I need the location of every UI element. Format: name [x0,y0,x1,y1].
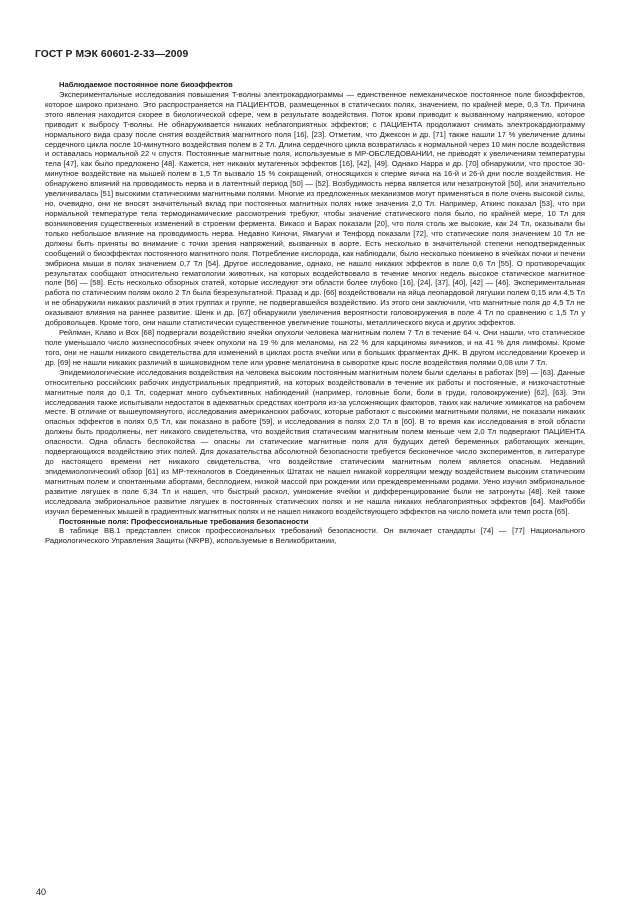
section-heading: Постоянные поля: Профессиональные требования безопасности [59,516,309,526]
standard-header: ГОСТ Р МЭК 60601-2-33—2009 [35,49,189,60]
paragraph: Рейлман, Клаво и Вох [68] подвергали воздействию ячейки опухоли человека магнитным полем 7 Тл в течение 64 ч. Они нашли, что статическое поле уменьшало число жизнеспособных ячеек опухоли на 19 % для меланомы, на 22 % для карциномы яичников, и на 41 % для лимфомы. Кроме того, они не нашли никакого свидетельства для изменений в циклах роста ячейки или в больших фрагментах ДНК. В другом исследовании Кроекер и др. [69] не нашли никаких различий в шишковидном теле или уровне мелатонина в сыворотке крыс после воздействия полями 0,08 или 7 Тл. [45,328,585,367]
body-text [45,80,585,546]
paragraph: В таблице ВВ.1 представлен список профессиональных требований безопасности. Он включает стандарты [74] — [77] Национального Радиологического Управления Защиты (NRPB), используемые в Великобритании, [45,526,585,546]
page-number: 40 [36,887,47,897]
paragraph: Эпидемиологические исследования воздействия на человека высоким постоянным магнитным полем были сделаны в работах [59] — [63]. Данные относительно российских рабочих индустриальных предприятий, на которых воздействовали в течение их работы и постоянные, и низкочастотные магнитные поля до 0,1 Тл, содержат много субъективных наблюдений (например, головные боли, боли в груди, головокружение) [62], [63]. Эти исследования также испытывали недостаток в адекватных средствах контроля из-за усложняющих факторов, таких как наличие химикатов на рабочем месте. В отличие от вышеупомянутого, исследования американских рабочих, которые работают с высокими магнитными полями, не показали никаких опасных эффектов в полях 0,5 Тл, как показано в работе [59], и исследования в полях 2,0 Тл в [60]. В то время как исследования в этой области должны быть продолжены, нет никакого свидетельства, что воздействия статическим магнитным полем меньше чем 2,0 Тл подвергают ПАЦИЕНТА опасности. Одна область беспокойства — опасны ли статические магнитные поля для будущих детей беременных работающих женщин, подвергающихся воздействию этих полей. Для доказательства абсолютной безопасности требуется бесконечное число экспериментов, в литературе до настоящего времени нет никакого свидетельства, что воздействие статическим магнитным полем является опасным. Недавний эпидемиологический обзор [61] из МР-технологов в Соединенных Штатах не нашел никакой корреляции между воздействием высоким статическим магнитным полем и спонтанными абортами, бесплодием, низкой массой при рождении или преждевременными родами. Уено изучил эмбриональное развитие лягушек в поле 6,34 Тл и нашел, что быстрый раскол, умножение ячейки и дифференцирование были не затронуты [48]. Кей также исследовала эмбриональное развитие лягушек в постоянных статических полях и не нашла никаких неблагоприятных эффектов [64]. МакРобби изучил беременных мышей в градиентных магнитных полях и не нашел никакого воздействующего эффектов на число помета или темп роста [65]. [45,367,585,516]
paragraph: Экспериментальные исследования повышения T-волны электрокардиограммы — единственное немеханическое постоянное поле биоэффектов, которое широко признано. Это распространяется на ПАЦИЕНТОВ, размещенных в статических полях, значением, по крайней мере, 0,3 Тл. Причина этого явления находится скорее в биологической сфере, чем в результате воздействия. Поток крови приводит к вызванному напряжению, которое приводит к выбросу T-волны. Не обнаруживается никаких неблагоприятных эффектов; с ПАЦИЕНТА продолжают снимать электрокардиограмму нормального вида сразу после снятия воздействия магнитного поля [16], [23]. Отметим, что Джексон и др. [71] также нашли 17 % увеличение длины сердечного цикла после 10-минутного воздействия полем в 2 Тл. Длина сердечного цикла возвратилась к нормальной через 10 мин после воздействия и оставалась нормальной 22 ч спустя. Постоянные магнитные поля, используемые в МР-ОБСЛЕДОВАНИИ, не приводят к увеличениям температуры тела [47], как было предложено [48]. Кажется, нет никаких мутагенных эффектов [16], [42], [49]. Однако Нарра и др. [70] обнаружили, что простое 30-минутное воздействие на мышей полем в 1,5 Тл вызвало 15 % сокращений, относящихся к сперме яичка на 16-й и 26-й дни после воздействия. Не обнаружено влияний на проводимость нерва и в латентный период [50] — [52]. Возбудимость нерва является или незатронутой [50], или значительно увеличивалась [51] высокими статическими магнитными полями. Многие из предложенных механизмов могут применяться в поле очень высокой силы, но, очевидно, они не вносят значительный вклад при постоянных магнитных полях ниже значения 2,0 Тл. Например, Аткинс показал [53], что при нормальной температуре тела термодинамические рассмотрения требуют, чтобы значение статического поля было, по крайней мере, 10 Тл для возникновения существенных изменений в строении фермента. Викасо и Барах показали [20], что поля столь же высокие, как 24 Тл, оказывали бы только небольшое влияние на проводимость нерва. Недавно Киночи, Ямагучи и Тенфорд показали [72], что статические поля значением 10 Тл не должны быть приняты во внимание с точки зрения напряжений, вызванных в аорте. Есть несколько в значительной степени неподтвержденных сообщений о биоэффектах постоянного магнитного поля. Потребление кислорода, как наблюдали, было несколько понижено в ячейках почки и печени эмбриона мыши в полях значением 0,7 Тл [54]. Другое исследование, однако, не нашло никаких эффектов в поле 0,6 Тл [55]. О противоречащих результатах сообщают относительно гематологии животных, на которых воздействовало в течение многих недель высокое статическое магнитное поле [56] — [58]. Есть несколько обзорных статей, которые исследуют эти области более глубоко [16], [24], [37], [40], [42] — [46]. Экспериментальная работа по статическим полям около 2 Тл была безрезультатной. Празад и др. [66] воздействовали на яйца леопардовой лягушки полем 0,15 или 4,5 Тл и не обнаружили никаких различий в этих группах и группе, не подвергавшейся воздействию. Из этого они заключили, что магнитные поля до 4,5 Тл не оказывают влияния на раннее развитие. Шенк и др. [67] обнаружили увеличения вероятности головокружения в поле 4 Тл по сравнению с 1,5 Тл у добровольцев. Кроме того, они нашли статистически существенное увеличение тошноты, металлического вкуса и других эффектов. [45,89,585,328]
section-heading: Наблюдаемое постоянное поле биоэффектов [59,80,233,89]
